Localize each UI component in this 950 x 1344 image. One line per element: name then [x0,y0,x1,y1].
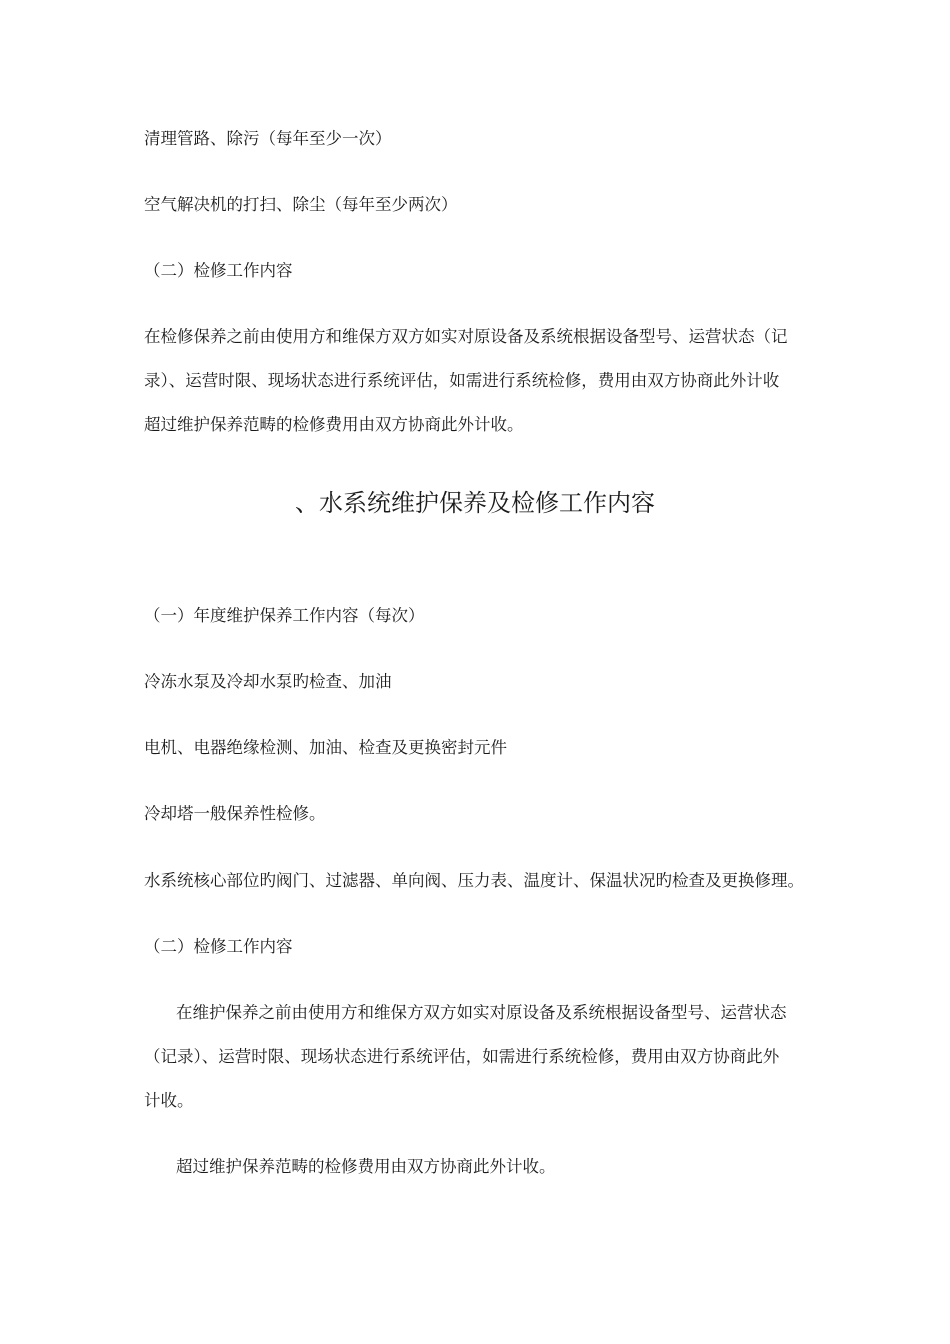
sub-heading-repair-content-a: （二）检修工作内容 [144,261,293,280]
paragraph-line: （记录）、运营时限、现场状态进行系统评估，如需进行系统检修，费用由双方协商此外 [144,1047,780,1066]
paragraph-line: 在检修保养之前由使用方和维保方双方如实对原设备及系统根据设备型号、运营状态（记 [144,327,788,346]
text-line-cleaning-pipes: 清理管路、除污（每年至少一次） [144,129,392,148]
list-item-water-system-valves: 水系统核心部位旳阀门、过滤器、单向阀、压力表、温度计、保温状况旳检查及更换修理。 [144,871,804,890]
paragraph-line: 超过维护保养范畴的检修费用由双方协商此外计收。 [144,415,524,434]
list-item-motor-insulation: 电机、电器绝缘检测、加油、检查及更换密封元件 [144,738,507,757]
sub-heading-repair-content-b: （二）检修工作内容 [144,937,293,956]
list-item-pump-check: 冷冻水泵及冷却水泵旳检查、加油 [144,672,392,691]
paragraph-line: 计收。 [144,1091,194,1110]
paragraph-line: 超过维护保养范畴的检修费用由双方协商此外计收。 [176,1157,556,1176]
section-title-water-system: 、水系统维护保养及检修工作内容 [295,489,655,517]
paragraph-line: 录）、运营时限、现场状态进行系统评估，如需进行系统检修，费用由双方协商此外计收 [144,371,780,390]
sub-heading-annual-maintenance: （一）年度维护保养工作内容（每次） [144,606,425,625]
paragraph-line: 在维护保养之前由使用方和维保方双方如实对原设备及系统根据设备型号、运营状态 [176,1003,787,1022]
text-line-air-handler-cleaning: 空气解决机的打扫、除尘（每年至少两次） [144,195,458,214]
list-item-cooling-tower: 冷却塔一般保养性检修。 [144,804,326,823]
